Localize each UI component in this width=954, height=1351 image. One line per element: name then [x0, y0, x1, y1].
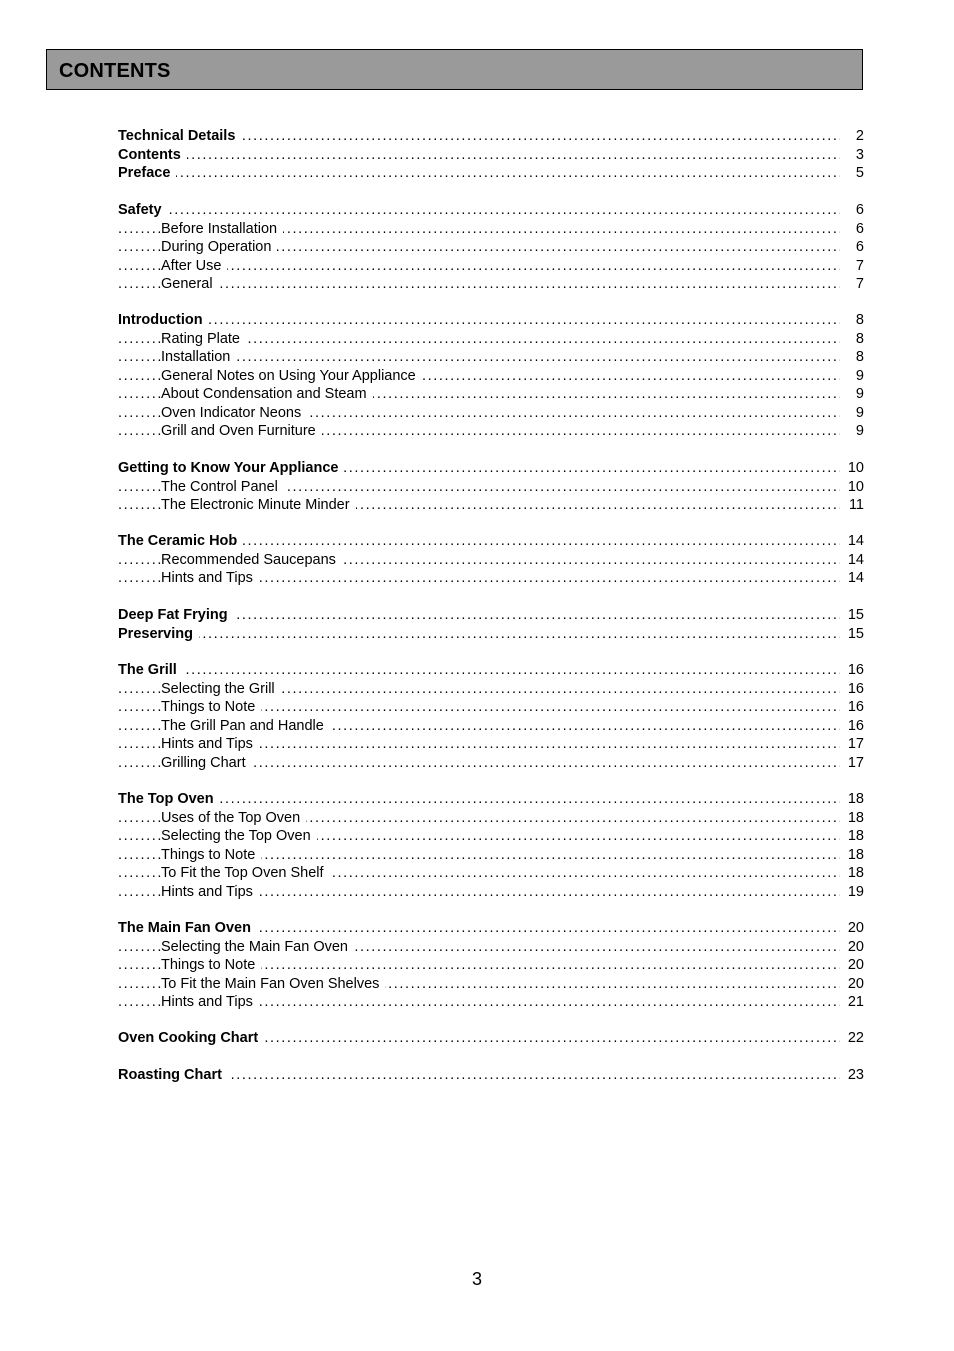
- toc-subsection-entry: [118, 367, 864, 385]
- toc-entry-page: 14: [847, 551, 864, 568]
- toc-subsection-entry: [118, 717, 864, 735]
- toc-entry-label: Before Installation: [161, 220, 283, 238]
- toc-section-entry: [118, 532, 864, 550]
- toc-subsection-entry: [118, 993, 864, 1011]
- toc-entry-label: Recommended Saucepans: [161, 551, 342, 569]
- toc-subsection-entry: [118, 883, 864, 901]
- toc-entry-page: 20: [847, 938, 864, 955]
- toc-entry-label: Selecting the Main Fan Oven: [161, 938, 354, 956]
- dot-leader: [118, 661, 840, 679]
- toc-section-entry: [118, 311, 864, 329]
- toc-entry-page: 6: [855, 220, 864, 237]
- toc-subsection-entry: [118, 478, 864, 496]
- toc-subsection-entry: [118, 257, 864, 275]
- toc-entry-page: 20: [847, 957, 864, 973]
- toc-entry-page: 9: [855, 367, 864, 384]
- toc-entry-label: Oven Indicator Neons: [161, 404, 307, 422]
- toc-subsection-entry: [118, 975, 864, 993]
- toc-subsection-entry: [118, 569, 864, 587]
- toc-section-entry: [118, 459, 864, 477]
- toc-subsection-entry: [118, 846, 864, 864]
- toc-subsection-entry: [118, 698, 864, 716]
- toc-entry-page: 9: [855, 423, 864, 439]
- toc-entry-label: After Use: [161, 257, 227, 275]
- toc-entry-label: Uses of the Top Oven: [161, 809, 306, 827]
- toc-entry-label: Grilling Chart: [161, 754, 252, 772]
- toc-entry-page: 10: [847, 460, 864, 476]
- toc-entry-page: 6: [855, 202, 864, 218]
- toc-entry-page: 16: [847, 662, 864, 678]
- toc-section-entry: [118, 201, 864, 219]
- dot-leader: [118, 201, 840, 219]
- toc-subsection-entry: [118, 938, 864, 956]
- toc-entry-page: 16: [847, 717, 864, 734]
- toc-entry-page: 9: [855, 386, 864, 402]
- toc-entry-page: 18: [847, 865, 864, 881]
- toc-entry-page: 3: [855, 146, 864, 163]
- toc-entry-page: 6: [855, 239, 864, 255]
- toc-entry-label: The Electronic Minute Minder: [161, 496, 356, 514]
- toc-entry-label: During Operation: [161, 238, 277, 256]
- toc-entry-label: Selecting the Grill: [161, 680, 281, 698]
- toc-entry-label: The Main Fan Oven: [118, 919, 257, 937]
- toc-entry-page: 7: [855, 276, 864, 292]
- toc-section-entry: [118, 625, 864, 643]
- dot-leader: [118, 164, 840, 182]
- toc-entry-label: To Fit the Top Oven Shelf: [161, 864, 330, 882]
- toc-section-entry: [118, 919, 864, 937]
- toc-subsection-entry: [118, 864, 864, 882]
- toc-subsection-entry: [118, 827, 864, 845]
- toc-entry-label: Preserving: [118, 625, 199, 643]
- toc-entry-page: 15: [847, 607, 864, 623]
- toc-entry-page: 14: [847, 533, 864, 549]
- toc-entry-page: 11: [848, 497, 864, 513]
- toc-entry-label: Rating Plate: [161, 330, 246, 348]
- toc-entry-label: Preface: [118, 164, 176, 182]
- toc-entry-page: 7: [855, 257, 864, 274]
- toc-entry-page: 17: [847, 736, 864, 752]
- toc-section-entry: [118, 127, 864, 145]
- toc-subsection-entry: [118, 275, 864, 293]
- toc-subsection-entry: [118, 754, 864, 772]
- toc-entry-label: Introduction: [118, 311, 209, 329]
- toc-entry-label: About Condensation and Steam: [161, 385, 373, 403]
- toc-section-entry: [118, 790, 864, 808]
- toc-entry-page: 18: [847, 791, 864, 807]
- toc-entry-label: Getting to Know Your Appliance: [118, 459, 344, 477]
- toc-entry-page: 18: [847, 846, 864, 863]
- toc-entry-label: Hints and Tips: [161, 883, 259, 901]
- toc-entry-label: Hints and Tips: [161, 569, 259, 587]
- toc-section-entry: [118, 164, 864, 182]
- toc-entry-label: Oven Cooking Chart: [118, 1029, 264, 1047]
- toc-subsection-entry: [118, 348, 864, 366]
- toc-entry-page: 5: [855, 165, 864, 181]
- toc-subsection-entry: [118, 238, 864, 256]
- toc-subsection-entry: [118, 680, 864, 698]
- page-title: CONTENTS: [59, 60, 171, 82]
- toc-entry-label: Technical Details: [118, 127, 241, 145]
- toc-subsection-entry: [118, 496, 864, 514]
- toc-entry-label: Things to Note: [161, 698, 261, 716]
- toc-entry-page: 9: [855, 404, 864, 421]
- toc-entry-label: The Top Oven: [118, 790, 220, 808]
- toc-entry-page: 23: [847, 1067, 864, 1083]
- toc-entry-page: 17: [847, 754, 864, 771]
- dot-leader: [118, 790, 840, 808]
- toc-entry-page: 2: [855, 128, 864, 144]
- page-number: 3: [471, 1269, 482, 1289]
- toc-entry-label: Grill and Oven Furniture: [161, 422, 322, 440]
- toc-entry-page: 21: [847, 994, 864, 1010]
- toc-entry-label: Things to Note: [161, 956, 261, 974]
- toc-entry-label: Hints and Tips: [161, 993, 259, 1011]
- toc-entry-label: Installation: [161, 348, 236, 366]
- toc-entry-label: Contents: [118, 146, 187, 164]
- dot-leader: [118, 146, 840, 164]
- toc-entry-label: Selecting the Top Oven: [161, 827, 317, 845]
- toc-entry-page: 8: [855, 330, 864, 347]
- toc-section-entry: [118, 1029, 864, 1047]
- toc-entry-page: 10: [847, 478, 864, 495]
- toc-subsection-entry: [118, 809, 864, 827]
- toc-entry-label: The Grill Pan and Handle: [161, 717, 330, 735]
- toc-entry-page: 22: [847, 1030, 864, 1046]
- toc-entry-label: Roasting Chart: [118, 1066, 228, 1084]
- toc-entry-page: 16: [847, 699, 864, 715]
- toc-subsection-entry: [118, 404, 864, 422]
- toc-subsection-entry: [118, 956, 864, 974]
- toc-section-entry: [118, 146, 864, 164]
- toc-subsection-entry: [118, 385, 864, 403]
- toc-subsection-entry: [118, 330, 864, 348]
- toc-entry-page: 8: [855, 312, 864, 328]
- toc-entry-page: 19: [847, 883, 864, 900]
- toc-entry-label: General Notes on Using Your Appliance: [161, 367, 422, 385]
- toc-entry-page: 14: [847, 570, 864, 586]
- toc-entry-label: The Control Panel: [161, 478, 284, 496]
- toc-entry-label: Hints and Tips: [161, 735, 259, 753]
- toc-section-entry: [118, 606, 864, 624]
- toc-subsection-entry: [118, 422, 864, 440]
- toc-entry-label: General: [161, 275, 219, 293]
- toc-subsection-entry: [118, 735, 864, 753]
- toc-entry-page: 20: [847, 920, 864, 936]
- toc-entry-label: Safety: [118, 201, 168, 219]
- toc-subsection-entry: [118, 551, 864, 569]
- toc-entry-page: 20: [847, 975, 864, 992]
- toc-entry-page: 15: [847, 625, 864, 642]
- toc-subsection-entry: [118, 220, 864, 238]
- toc-entry-page: 18: [847, 809, 864, 826]
- toc-entry-label: To Fit the Main Fan Oven Shelves: [161, 975, 385, 993]
- toc-entry-label: Things to Note: [161, 846, 261, 864]
- toc-entry-page: 16: [847, 680, 864, 697]
- toc-entry-page: 18: [847, 828, 864, 844]
- contents-title-bar: [46, 49, 863, 90]
- toc-entry-label: The Ceramic Hob: [118, 532, 243, 550]
- dot-leader: [118, 311, 840, 329]
- dot-leader: [118, 275, 840, 293]
- toc-entry-label: The Grill: [118, 661, 183, 679]
- dot-leader: [118, 625, 840, 643]
- toc-section-entry: [118, 661, 864, 679]
- toc-entry-page: 8: [855, 349, 864, 365]
- toc-entry-label: Deep Fat Frying: [118, 606, 234, 624]
- toc-section-entry: [118, 1066, 864, 1084]
